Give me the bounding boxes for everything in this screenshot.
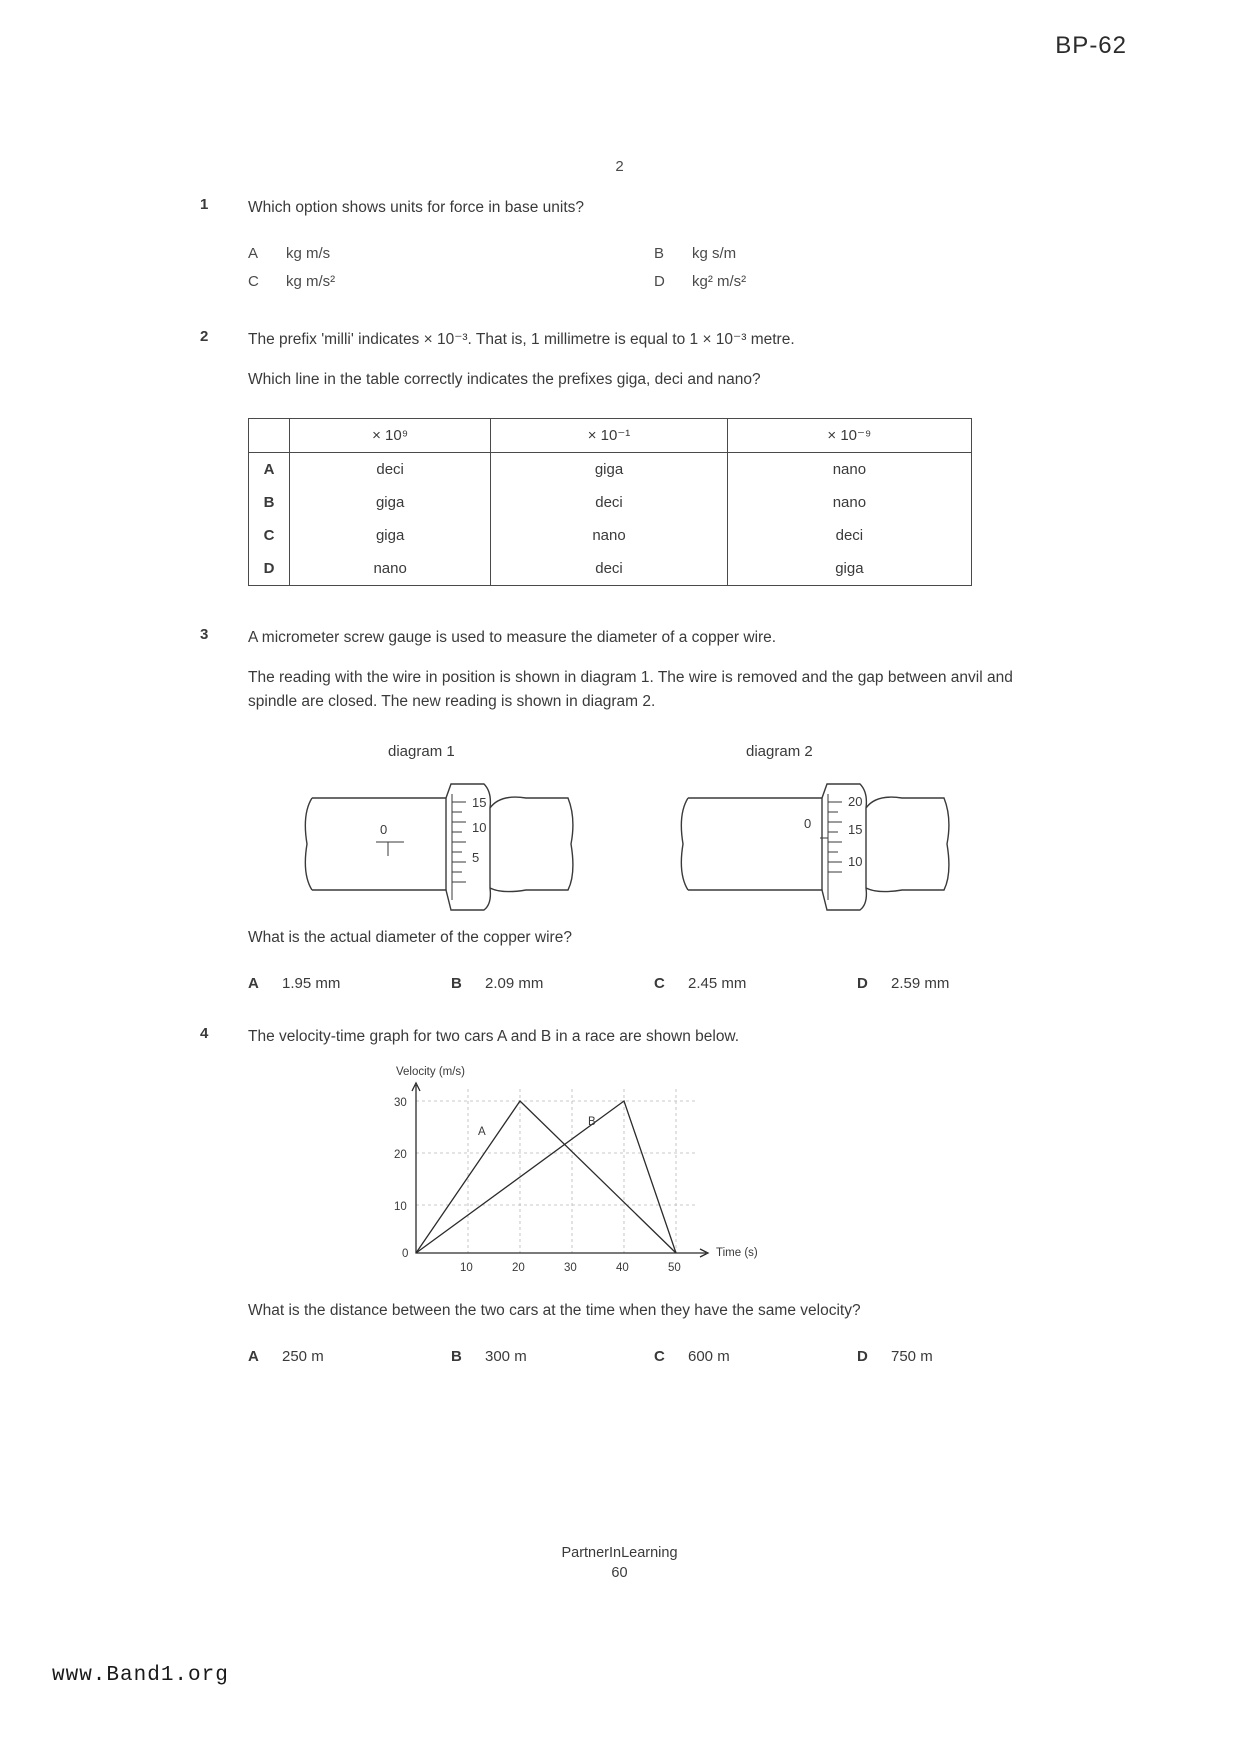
header-deci-col: × 10⁻¹ [491, 419, 728, 453]
diagram-1-scale-5: 5 [472, 850, 480, 866]
micrometer-diagram-1-icon [276, 778, 586, 918]
y-tick-30: 30 [394, 1097, 407, 1110]
y-tick-0: 0 [402, 1248, 409, 1261]
cell-c-2: nano [491, 519, 728, 552]
series-b-label: B [588, 1116, 596, 1129]
option-b-text: 2.09 mm [485, 975, 544, 993]
row-label-d: D [249, 552, 290, 586]
option-a-letter: A [248, 245, 259, 263]
question-2-stem-line2: Which line in the table correctly indicates the prefixes giga, deci and nano? [248, 371, 761, 389]
option-d[interactable] [654, 270, 1060, 293]
header-giga-col: × 10⁹ [290, 419, 491, 453]
question-4-stem: The velocity-time graph for two cars A and B in a race are shown below. [248, 1028, 740, 1046]
diagram-2-zero-label: 0 [804, 816, 812, 832]
cell-a-3: nano [727, 453, 971, 487]
option-d-text: kg² m/s² [692, 273, 747, 291]
micrometer-diagram-2-icon [652, 778, 962, 918]
question-4 [200, 1025, 1060, 1368]
cell-c-1: giga [290, 519, 491, 552]
question-2-number: 2 [200, 328, 209, 345]
site-watermark: www.Band1.org [52, 1664, 229, 1687]
option-c[interactable] [654, 1345, 857, 1368]
option-c-text: 600 m [688, 1348, 730, 1366]
option-d-letter: D [654, 273, 665, 291]
series-a-line [416, 1101, 676, 1253]
question-3-stem-line1: A micrometer screw gauge is used to measure the diameter of a copper wire. [248, 629, 777, 647]
option-a[interactable] [248, 972, 451, 995]
cell-a-1: deci [290, 453, 491, 487]
diagram-1-zero-label: 0 [380, 822, 388, 838]
cell-b-2: deci [491, 486, 728, 519]
option-c-text: 2.45 mm [688, 975, 747, 993]
question-1-options [248, 242, 1060, 299]
header-blank [249, 419, 290, 453]
question-4-number: 4 [200, 1025, 209, 1043]
prefix-table [248, 418, 972, 586]
table-row[interactable] [249, 552, 972, 586]
question-2-stem-line1: The prefix 'milli' indicates × 10⁻³. That is, 1 millimetre is equal to 1 × 10⁻³ metre. [248, 331, 795, 348]
velocity-time-chart [368, 1063, 1060, 1293]
diagram-1-scale-10: 10 [472, 820, 487, 836]
option-d-letter: D [857, 1348, 868, 1366]
question-1-stem: Which option shows units for force in base units? [248, 199, 585, 216]
question-3-question: What is the actual diameter of the copper wire? [248, 929, 572, 947]
diagram-2-label: diagram 2 [746, 743, 813, 761]
option-a[interactable] [248, 242, 654, 265]
table-header-row [249, 419, 972, 453]
cell-d-3: giga [727, 552, 971, 586]
footer-source: PartnerInLearning [561, 1545, 678, 1561]
micrometer-diagrams [248, 734, 1060, 924]
diagram-1-scale-15: 15 [472, 795, 487, 811]
x-tick-20: 20 [512, 1262, 525, 1275]
series-a-label: A [478, 1126, 486, 1139]
option-c[interactable] [248, 270, 654, 293]
cell-c-3: deci [727, 519, 971, 552]
option-b-letter: B [451, 1348, 462, 1366]
questions-container [200, 196, 1060, 1373]
option-c[interactable] [654, 972, 857, 995]
prefix-table-wrap [248, 418, 1060, 586]
option-d[interactable] [857, 1345, 1060, 1368]
option-d-letter: D [857, 975, 868, 993]
cell-d-1: nano [290, 552, 491, 586]
option-b-letter: B [654, 245, 665, 263]
cell-b-1: giga [290, 486, 491, 519]
cell-d-2: deci [491, 552, 728, 586]
question-3-stem-line2: The reading with the wire in position is shown in diagram 1. The wire is removed and the gap between anvil and spindle are closed. The new reading is shown in diagram 2. [248, 669, 1013, 711]
question-1-number: 1 [200, 196, 209, 213]
page-number: 2 [615, 158, 624, 175]
diagram-1-label: diagram 1 [388, 743, 455, 761]
diagram-2-scale-10: 10 [848, 854, 863, 870]
x-axis-label: Time (s) [716, 1247, 758, 1260]
y-axis-label: Velocity (m/s) [396, 1066, 466, 1079]
option-d-text: 750 m [891, 1348, 933, 1366]
option-a-letter: A [248, 975, 259, 993]
y-tick-20: 20 [394, 1149, 407, 1162]
x-tick-10: 10 [460, 1262, 473, 1275]
option-c-letter: C [248, 273, 259, 291]
option-b[interactable] [451, 1345, 654, 1368]
diagram-2-scale-15: 15 [848, 822, 863, 838]
option-b[interactable] [451, 972, 654, 995]
header-nano-col: × 10⁻⁹ [727, 419, 971, 453]
option-b-text: 300 m [485, 1348, 527, 1366]
table-row[interactable] [249, 486, 972, 519]
question-4-options [248, 1345, 1060, 1368]
diagram-2-scale-20: 20 [848, 794, 863, 810]
row-label-b: B [249, 486, 290, 519]
paper-code: BP-62 [1055, 32, 1127, 59]
question-2 [200, 328, 1060, 586]
question-4-question: What is the distance between the two cars at the time when they have the same velocity? [248, 1302, 861, 1320]
option-a-letter: A [248, 1348, 259, 1366]
option-a-text: 250 m [282, 1348, 324, 1366]
option-b-text: kg s/m [692, 245, 737, 263]
option-a[interactable] [248, 1345, 451, 1368]
option-c-text: kg m/s² [286, 273, 336, 291]
page-footer [0, 1544, 1239, 1583]
option-d-text: 2.59 mm [891, 975, 950, 993]
row-label-c: C [249, 519, 290, 552]
option-c-letter: C [654, 975, 665, 993]
option-b-letter: B [451, 975, 462, 993]
cell-a-2: giga [491, 453, 728, 487]
x-tick-30: 30 [564, 1262, 577, 1275]
table-row[interactable] [249, 453, 972, 487]
velocity-time-graph-svg [368, 1063, 798, 1283]
option-a-text: 1.95 mm [282, 975, 341, 993]
option-c-letter: C [654, 1348, 665, 1366]
y-tick-10: 10 [394, 1201, 407, 1214]
footer-page-index: 60 [611, 1564, 628, 1581]
x-tick-40: 40 [616, 1262, 629, 1275]
option-a-text: kg m/s [286, 245, 331, 263]
question-1 [200, 196, 1060, 306]
x-tick-50: 50 [668, 1262, 681, 1275]
question-3-options [248, 972, 1060, 995]
option-d[interactable] [857, 972, 1060, 995]
cell-b-3: nano [727, 486, 971, 519]
question-3 [200, 626, 1060, 995]
option-b[interactable] [654, 242, 1060, 265]
row-label-a: A [249, 453, 290, 487]
question-3-number: 3 [200, 626, 209, 644]
table-row[interactable] [249, 519, 972, 552]
series-b-line [416, 1101, 676, 1253]
